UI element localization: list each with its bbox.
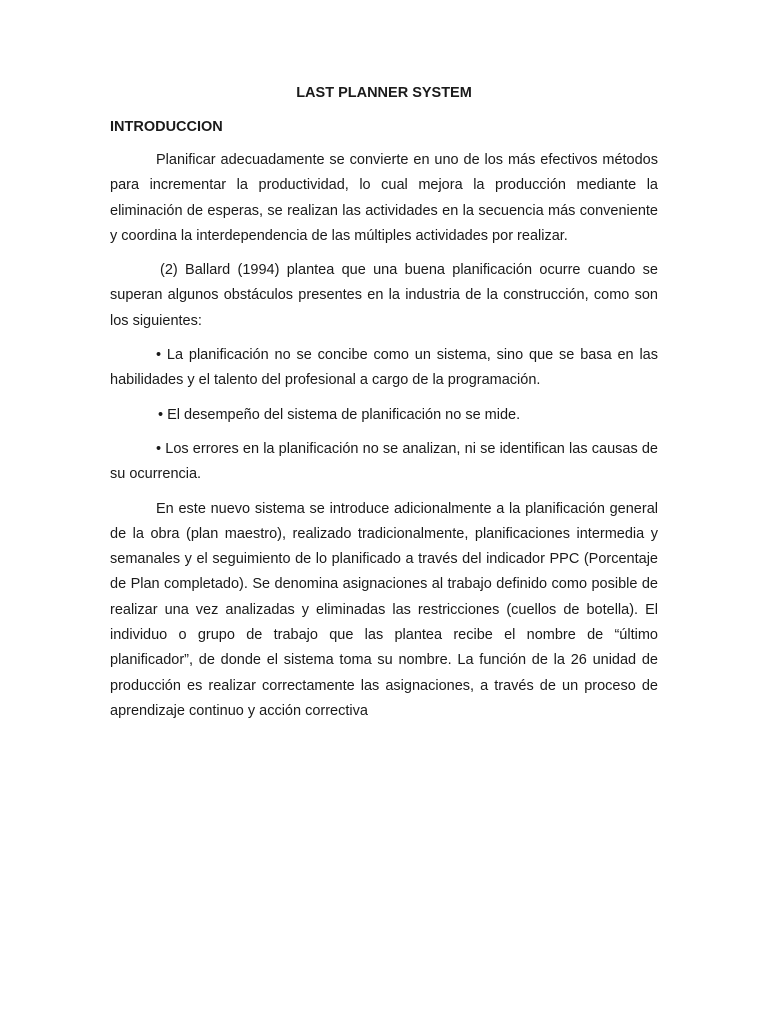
- section-heading: INTRODUCCION: [110, 119, 223, 135]
- paragraph-intro: Planificar adecuadamente se convierte en uno de los más efectivos métodos para incrementar la productividad, lo cual mejora la producción mediante la eliminación de esperas, se realizan las actividades en la secuencia más conveniente y coordina la interdependencia de las múltiples actividades por realizar.: [110, 152, 658, 244]
- paragraph-ballard: (2) Ballard (1994) plantea que una buena planificación ocurre cuando se superan algunos obstáculos presentes en la industria de la construcción, como son los siguientes:: [110, 262, 658, 329]
- document-body: [110, 83, 658, 733]
- bullet-item-desempeno: • El desempeño del sistema de planificación no se mide.: [158, 406, 521, 423]
- document-title: LAST PLANNER SYSTEM: [296, 85, 472, 101]
- bullet-item-errores: • Los errores en la planificación no se analizan, ni se identifican las causas de su ocurrencia.: [110, 440, 658, 483]
- paragraph-nuevo-sistema: En este nuevo sistema se introduce adicionalmente a la planificación general de la obra (plan maestro), realizado tradicionalmente, planificaciones intermedia y semanales y el seguimiento de lo planificado a través del indicador PPC (Porcentaje de Plan completado). Se denomina asignaciones al trabajo definido como posible de realizar una vez analizadas y eliminadas las restricciones (cuellos de botella). El individuo o grupo de trabajo que las plantea recibe el nombre de “último planificador”, de donde el sistema toma su nombre. La función de la 26 unidad de producción es realizar correctamente las asignaciones, a través de un proceso de aprendizaje continuo y acción correctiva: [110, 500, 658, 719]
- bullet-item-sistema: • La planificación no se concibe como un sistema, sino que se basa en las habilidades y el talento del profesional a cargo de la programación.: [110, 347, 658, 389]
